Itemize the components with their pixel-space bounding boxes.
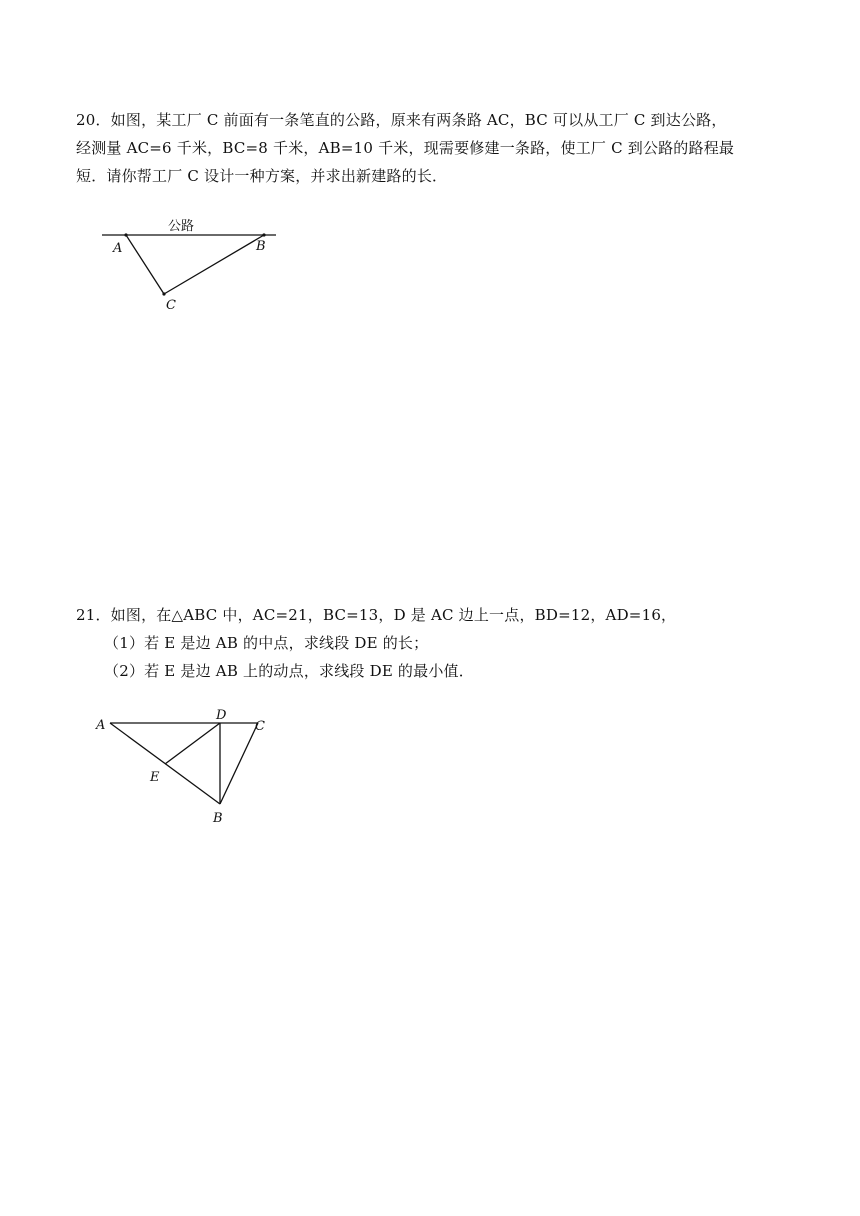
point-a <box>124 233 127 236</box>
segment-bc <box>164 235 264 294</box>
label-c: C <box>166 298 176 313</box>
segment-de <box>165 723 220 764</box>
problem-20 <box>76 106 796 190</box>
point-c <box>162 292 165 295</box>
segment-bc <box>220 723 258 804</box>
label-b: B <box>213 811 223 826</box>
point-b <box>262 233 265 236</box>
road-label: 公路 <box>168 219 195 234</box>
problem-21-part-1: （1）若 E 是边 AB 的中点，求线段 DE 的长； <box>104 634 429 652</box>
problem-21-line-1: 21．如图，在△ABC 中，AC=21，BC=13，D 是 AC 边上一点，BD=12，AD=16， <box>76 606 677 624</box>
label-b: B <box>256 239 266 254</box>
problem-20-line-2: 经测量 AC=6 千米，BC=8 千米，AB=10 千米，现需要修建一条路，使工厂 C 到公路的路程最 <box>76 139 735 157</box>
problem-20-line-3: 短．请你帮工厂 C 设计一种方案，并求出新建路的长． <box>76 167 448 185</box>
label-d: D <box>216 708 227 723</box>
problem-21-figure <box>92 704 282 830</box>
label-a: A <box>113 241 123 256</box>
problem-20-figure <box>96 214 286 314</box>
label-a: A <box>96 718 106 733</box>
label-e: E <box>150 770 160 785</box>
segment-ac <box>126 235 164 294</box>
problem-21 <box>76 601 796 685</box>
problem-20-line-1: 20．如图，某工厂 C 前面有一条笔直的公路，原来有两条路 AC，BC 可以从工厂 C 到达公路， <box>76 111 727 129</box>
label-c: C <box>255 719 265 734</box>
problem-21-part-2: （2）若 E 是边 AB 上的动点，求线段 DE 的最小值． <box>104 662 474 680</box>
